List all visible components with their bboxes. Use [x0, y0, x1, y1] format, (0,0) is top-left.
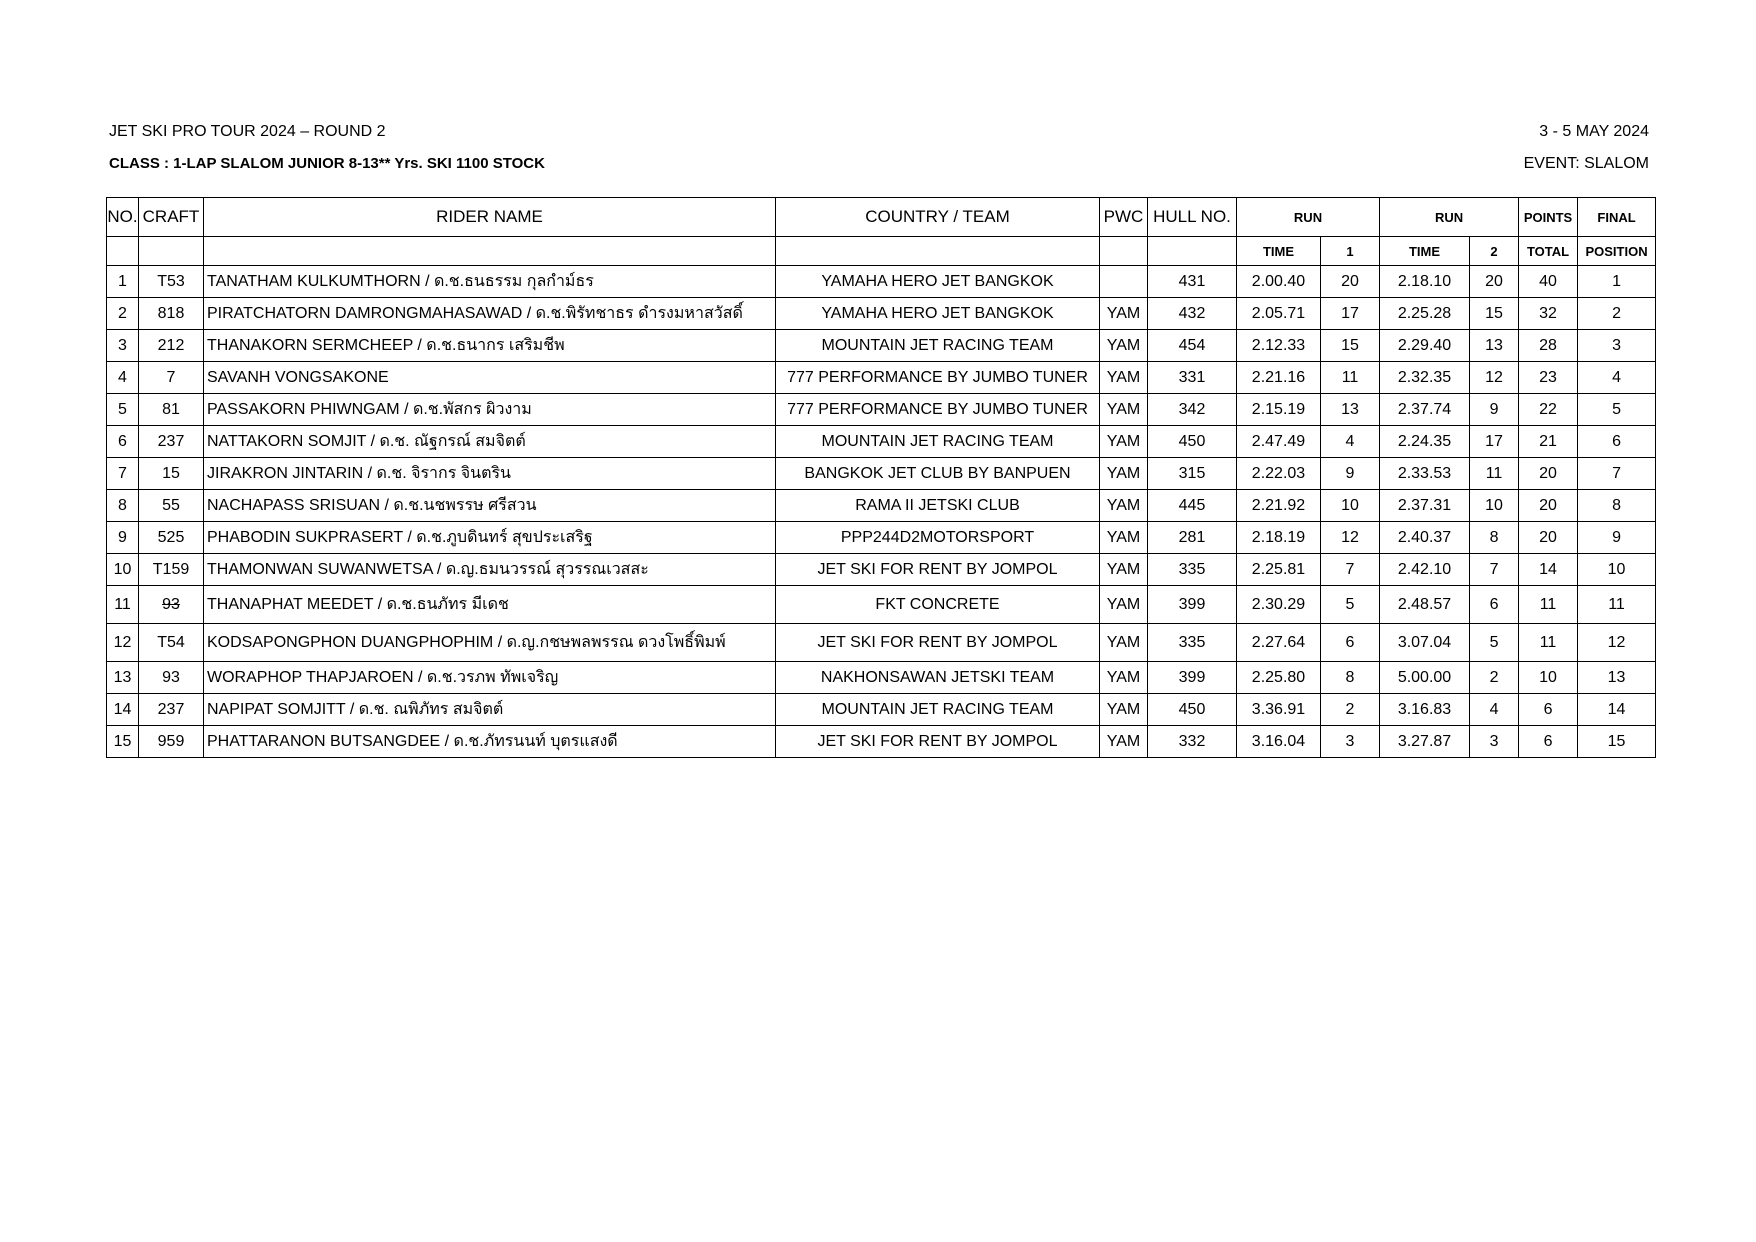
cell-hull-no: 335	[1148, 554, 1237, 586]
results-body	[107, 266, 1656, 758]
subheader-empty	[107, 237, 139, 266]
cell-final-position: 11	[1578, 586, 1656, 624]
cell-no: 14	[107, 694, 139, 726]
cell-run2-points: 6	[1470, 586, 1519, 624]
cell-no: 5	[107, 394, 139, 426]
cell-hull-no: 450	[1148, 694, 1237, 726]
cell-pwc: YAM	[1100, 726, 1148, 758]
cell-rider-name: KODSAPONGPHON DUANGPHOPHIM / ด.ญ.กชษพลพรรณ ดวงโพธิ์พิมพ์	[204, 624, 776, 662]
cell-run2-time: 3.16.83	[1380, 694, 1470, 726]
cell-run2-points: 3	[1470, 726, 1519, 758]
cell-no: 8	[107, 490, 139, 522]
cell-final-position: 13	[1578, 662, 1656, 694]
cell-hull-no: 399	[1148, 586, 1237, 624]
cell-craft: 55	[139, 490, 204, 522]
cell-pwc: YAM	[1100, 522, 1148, 554]
cell-points-total: 22	[1519, 394, 1578, 426]
cell-craft: 959	[139, 726, 204, 758]
subheader-pts2: 2	[1470, 237, 1519, 266]
cell-run2-points: 13	[1470, 330, 1519, 362]
cell-team: MOUNTAIN JET RACING TEAM	[776, 426, 1100, 458]
cell-run1-time: 2.47.49	[1237, 426, 1321, 458]
cell-team: MOUNTAIN JET RACING TEAM	[776, 330, 1100, 362]
column-header-hull: HULL NO.	[1148, 198, 1237, 237]
cell-craft	[139, 586, 204, 624]
subheader-empty	[776, 237, 1100, 266]
cell-pwc: YAM	[1100, 394, 1148, 426]
cell-rider-name: NACHAPASS SRISUAN / ด.ช.นชพรรษ ศรีสวน	[204, 490, 776, 522]
cell-craft: 237	[139, 426, 204, 458]
cell-points-total: 32	[1519, 298, 1578, 330]
column-header-craft: CRAFT	[139, 198, 204, 237]
cell-team: YAMAHA HERO JET BANGKOK	[776, 266, 1100, 298]
cell-pwc: YAM	[1100, 298, 1148, 330]
cell-team: JET SKI FOR RENT BY JOMPOL	[776, 726, 1100, 758]
cell-craft: 93	[139, 662, 204, 694]
cell-run1-time: 3.36.91	[1237, 694, 1321, 726]
cell-points-total: 11	[1519, 624, 1578, 662]
cell-team: 777 PERFORMANCE BY JUMBO TUNER	[776, 362, 1100, 394]
cell-run2-time: 2.32.35	[1380, 362, 1470, 394]
cell-pwc: YAM	[1100, 426, 1148, 458]
column-header-team: COUNTRY / TEAM	[776, 198, 1100, 237]
table-header-row	[107, 198, 1656, 237]
cell-run1-points: 20	[1321, 266, 1380, 298]
cell-run1-points: 4	[1321, 426, 1380, 458]
cell-final-position: 1	[1578, 266, 1656, 298]
cell-craft: T54	[139, 624, 204, 662]
table-row	[107, 624, 1656, 662]
cell-run1-time: 2.21.16	[1237, 362, 1321, 394]
cell-final-position: 15	[1578, 726, 1656, 758]
cell-points-total: 23	[1519, 362, 1578, 394]
table-row	[107, 522, 1656, 554]
cell-run2-time: 2.25.28	[1380, 298, 1470, 330]
column-header-final: FINAL	[1578, 198, 1656, 237]
cell-pwc: YAM	[1100, 554, 1148, 586]
cell-rider-name: THANAKORN SERMCHEEP / ด.ช.ธนากร เสริมชีพ	[204, 330, 776, 362]
cell-final-position: 7	[1578, 458, 1656, 490]
cell-final-position: 6	[1578, 426, 1656, 458]
cell-team: RAMA II JETSKI CLUB	[776, 490, 1100, 522]
cell-run1-points: 2	[1321, 694, 1380, 726]
cell-craft: T159	[139, 554, 204, 586]
cell-run1-time: 2.15.19	[1237, 394, 1321, 426]
subheader-pts1: 1	[1321, 237, 1380, 266]
table-row	[107, 586, 1656, 624]
cell-run2-time: 2.29.40	[1380, 330, 1470, 362]
cell-points-total: 20	[1519, 490, 1578, 522]
cell-no: 12	[107, 624, 139, 662]
cell-run1-time: 3.16.04	[1237, 726, 1321, 758]
subheader-total: TOTAL	[1519, 237, 1578, 266]
cell-hull-no: 335	[1148, 624, 1237, 662]
cell-run2-points: 12	[1470, 362, 1519, 394]
cell-run2-points: 11	[1470, 458, 1519, 490]
cell-run2-points: 20	[1470, 266, 1519, 298]
cell-craft: 7	[139, 362, 204, 394]
cell-final-position: 8	[1578, 490, 1656, 522]
cell-no: 6	[107, 426, 139, 458]
cell-rider-name: WORAPHOP THAPJAROEN / ด.ช.วรภพ ทัพเจริญ	[204, 662, 776, 694]
cell-run2-points: 9	[1470, 394, 1519, 426]
cell-run2-points: 2	[1470, 662, 1519, 694]
cell-hull-no: 431	[1148, 266, 1237, 298]
cell-run2-time: 2.37.31	[1380, 490, 1470, 522]
cell-run1-time: 2.27.64	[1237, 624, 1321, 662]
table-row	[107, 490, 1656, 522]
cell-run1-points: 5	[1321, 586, 1380, 624]
cell-run2-time: 2.42.10	[1380, 554, 1470, 586]
cell-team: JET SKI FOR RENT BY JOMPOL	[776, 554, 1100, 586]
cell-hull-no: 399	[1148, 662, 1237, 694]
cell-no: 10	[107, 554, 139, 586]
cell-team: BANGKOK JET CLUB BY BANPUEN	[776, 458, 1100, 490]
cell-run2-points: 7	[1470, 554, 1519, 586]
cell-run1-time: 2.12.33	[1237, 330, 1321, 362]
cell-run1-time: 2.25.80	[1237, 662, 1321, 694]
cell-points-total: 20	[1519, 458, 1578, 490]
column-header-points: POINTS	[1519, 198, 1578, 237]
column-header-rider: RIDER NAME	[204, 198, 776, 237]
cell-run2-time: 2.48.57	[1380, 586, 1470, 624]
cell-no: 15	[107, 726, 139, 758]
table-row	[107, 362, 1656, 394]
table-row	[107, 694, 1656, 726]
table-row	[107, 458, 1656, 490]
cell-hull-no: 331	[1148, 362, 1237, 394]
cell-no: 13	[107, 662, 139, 694]
cell-run1-time: 2.21.92	[1237, 490, 1321, 522]
cell-team: YAMAHA HERO JET BANGKOK	[776, 298, 1100, 330]
cell-run1-time: 2.30.29	[1237, 586, 1321, 624]
column-header-run2: RUN	[1380, 198, 1519, 237]
cell-rider-name: PIRATCHATORN DAMRONGMAHASAWAD / ด.ช.พิรัทชาธร ดำรงมหาสวัสดิ์	[204, 298, 776, 330]
cell-run2-time: 3.07.04	[1380, 624, 1470, 662]
cell-run1-time: 2.25.81	[1237, 554, 1321, 586]
cell-run1-time: 2.05.71	[1237, 298, 1321, 330]
cell-run1-points: 8	[1321, 662, 1380, 694]
cell-final-position: 5	[1578, 394, 1656, 426]
cell-run1-points: 3	[1321, 726, 1380, 758]
cell-run2-points: 8	[1470, 522, 1519, 554]
table-row	[107, 298, 1656, 330]
cell-points-total: 40	[1519, 266, 1578, 298]
cell-run2-time: 2.37.74	[1380, 394, 1470, 426]
cell-craft: 525	[139, 522, 204, 554]
cell-final-position: 3	[1578, 330, 1656, 362]
cell-final-position: 10	[1578, 554, 1656, 586]
subheader-empty	[139, 237, 204, 266]
subheader-empty	[204, 237, 776, 266]
cell-pwc: YAM	[1100, 362, 1148, 394]
cell-points-total: 6	[1519, 694, 1578, 726]
cell-no: 2	[107, 298, 139, 330]
cell-pwc: YAM	[1100, 694, 1148, 726]
cell-run2-time: 2.24.35	[1380, 426, 1470, 458]
cell-rider-name: JIRAKRON JINTARIN / ด.ช. จิรากร จินตริน	[204, 458, 776, 490]
cell-points-total: 10	[1519, 662, 1578, 694]
cell-no: 7	[107, 458, 139, 490]
cell-run1-time: 2.22.03	[1237, 458, 1321, 490]
cell-craft: 212	[139, 330, 204, 362]
cell-run1-points: 7	[1321, 554, 1380, 586]
cell-run1-points: 17	[1321, 298, 1380, 330]
cell-team: NAKHONSAWAN JETSKI TEAM	[776, 662, 1100, 694]
cell-craft: 15	[139, 458, 204, 490]
column-header-pwc: PWC	[1100, 198, 1148, 237]
cell-craft: 81	[139, 394, 204, 426]
cell-points-total: 28	[1519, 330, 1578, 362]
cell-run1-points: 11	[1321, 362, 1380, 394]
cell-team: FKT CONCRETE	[776, 586, 1100, 624]
table-subheader-row	[107, 237, 1656, 266]
table-row	[107, 266, 1656, 298]
cell-hull-no: 450	[1148, 426, 1237, 458]
cell-run2-points: 15	[1470, 298, 1519, 330]
cell-rider-name: SAVANH VONGSAKONE	[204, 362, 776, 394]
cell-no: 11	[107, 586, 139, 624]
class-title: CLASS : 1-LAP SLALOM JUNIOR 8-13** Yrs. SKI 1100 STOCK	[109, 155, 545, 172]
cell-team: 777 PERFORMANCE BY JUMBO TUNER	[776, 394, 1100, 426]
cell-run1-points: 6	[1321, 624, 1380, 662]
cell-no: 9	[107, 522, 139, 554]
cell-no: 3	[107, 330, 139, 362]
column-header-no: NO.	[107, 198, 139, 237]
cell-final-position: 4	[1578, 362, 1656, 394]
cell-team: PPP244D2MOTORSPORT	[776, 522, 1100, 554]
cell-pwc: YAM	[1100, 586, 1148, 624]
cell-no: 4	[107, 362, 139, 394]
column-header-run1: RUN	[1237, 198, 1380, 237]
cell-rider-name: PHABODIN SUKPRASERT / ด.ช.ภูบดินทร์ สุขประเสริฐ	[204, 522, 776, 554]
cell-run2-points: 17	[1470, 426, 1519, 458]
cell-run2-time: 2.40.37	[1380, 522, 1470, 554]
subheader-time2: TIME	[1380, 237, 1470, 266]
subheader-position: POSITION	[1578, 237, 1656, 266]
cell-rider-name: THANAPHAT MEEDET / ด.ช.ธนภัทร มีเดช	[204, 586, 776, 624]
cell-no: 1	[107, 266, 139, 298]
event-title: JET SKI PRO TOUR 2024 – ROUND 2	[109, 123, 386, 140]
cell-hull-no: 454	[1148, 330, 1237, 362]
results-table	[106, 197, 1656, 758]
cell-hull-no: 432	[1148, 298, 1237, 330]
table-row	[107, 726, 1656, 758]
table-row	[107, 394, 1656, 426]
cell-run2-time: 3.27.87	[1380, 726, 1470, 758]
cell-points-total: 20	[1519, 522, 1578, 554]
subheader-empty	[1100, 237, 1148, 266]
table-row	[107, 662, 1656, 694]
cell-craft: 818	[139, 298, 204, 330]
cell-pwc: YAM	[1100, 490, 1148, 522]
cell-points-total: 11	[1519, 586, 1578, 624]
cell-rider-name: NAPIPAT SOMJITT / ด.ช. ณพิภัทร สมจิตต์	[204, 694, 776, 726]
cell-rider-name: PASSAKORN PHIWNGAM / ด.ช.พัสกร ผิวงาม	[204, 394, 776, 426]
cell-final-position: 14	[1578, 694, 1656, 726]
cell-rider-name: PHATTARANON BUTSANGDEE / ด.ช.ภัทรนนท์ บุตรแสงดี	[204, 726, 776, 758]
cell-pwc: YAM	[1100, 624, 1148, 662]
subheader-empty	[1148, 237, 1237, 266]
cell-final-position: 12	[1578, 624, 1656, 662]
cell-hull-no: 342	[1148, 394, 1237, 426]
table-row	[107, 426, 1656, 458]
cell-pwc: YAM	[1100, 458, 1148, 490]
cell-team: JET SKI FOR RENT BY JOMPOL	[776, 624, 1100, 662]
cell-points-total: 14	[1519, 554, 1578, 586]
cell-run1-points: 10	[1321, 490, 1380, 522]
event-type: EVENT: SLALOM	[1523, 155, 1649, 172]
cell-craft: 237	[139, 694, 204, 726]
cell-run2-points: 10	[1470, 490, 1519, 522]
cell-rider-name: THAMONWAN SUWANWETSA / ด.ญ.ธมนวรรณ์ สุวรรณเวสสะ	[204, 554, 776, 586]
cell-points-total: 21	[1519, 426, 1578, 458]
cell-run2-time: 2.18.10	[1380, 266, 1470, 298]
cell-craft: T53	[139, 266, 204, 298]
table-row	[107, 330, 1656, 362]
cell-run2-time: 2.33.53	[1380, 458, 1470, 490]
struck-craft-number: 93	[162, 595, 180, 613]
cell-rider-name: TANATHAM KULKUMTHORN / ด.ช.ธนธรรม กุลกำม์ธร	[204, 266, 776, 298]
cell-hull-no: 445	[1148, 490, 1237, 522]
cell-hull-no: 315	[1148, 458, 1237, 490]
event-date: 3 - 5 MAY 2024	[1539, 123, 1649, 140]
cell-run1-points: 13	[1321, 394, 1380, 426]
cell-pwc	[1100, 266, 1148, 298]
cell-hull-no: 281	[1148, 522, 1237, 554]
table-row	[107, 554, 1656, 586]
cell-rider-name: NATTAKORN SOMJIT / ด.ช. ณัฐกรณ์ สมจิตต์	[204, 426, 776, 458]
cell-final-position: 9	[1578, 522, 1656, 554]
cell-run1-points: 9	[1321, 458, 1380, 490]
cell-run1-points: 15	[1321, 330, 1380, 362]
cell-pwc: YAM	[1100, 662, 1148, 694]
cell-run2-points: 4	[1470, 694, 1519, 726]
cell-run1-time: 2.00.40	[1237, 266, 1321, 298]
cell-run1-points: 12	[1321, 522, 1380, 554]
subheader-time1: TIME	[1237, 237, 1321, 266]
cell-pwc: YAM	[1100, 330, 1148, 362]
cell-team: MOUNTAIN JET RACING TEAM	[776, 694, 1100, 726]
cell-run2-points: 5	[1470, 624, 1519, 662]
cell-final-position: 2	[1578, 298, 1656, 330]
cell-points-total: 6	[1519, 726, 1578, 758]
cell-hull-no: 332	[1148, 726, 1237, 758]
cell-run2-time: 5.00.00	[1380, 662, 1470, 694]
cell-run1-time: 2.18.19	[1237, 522, 1321, 554]
